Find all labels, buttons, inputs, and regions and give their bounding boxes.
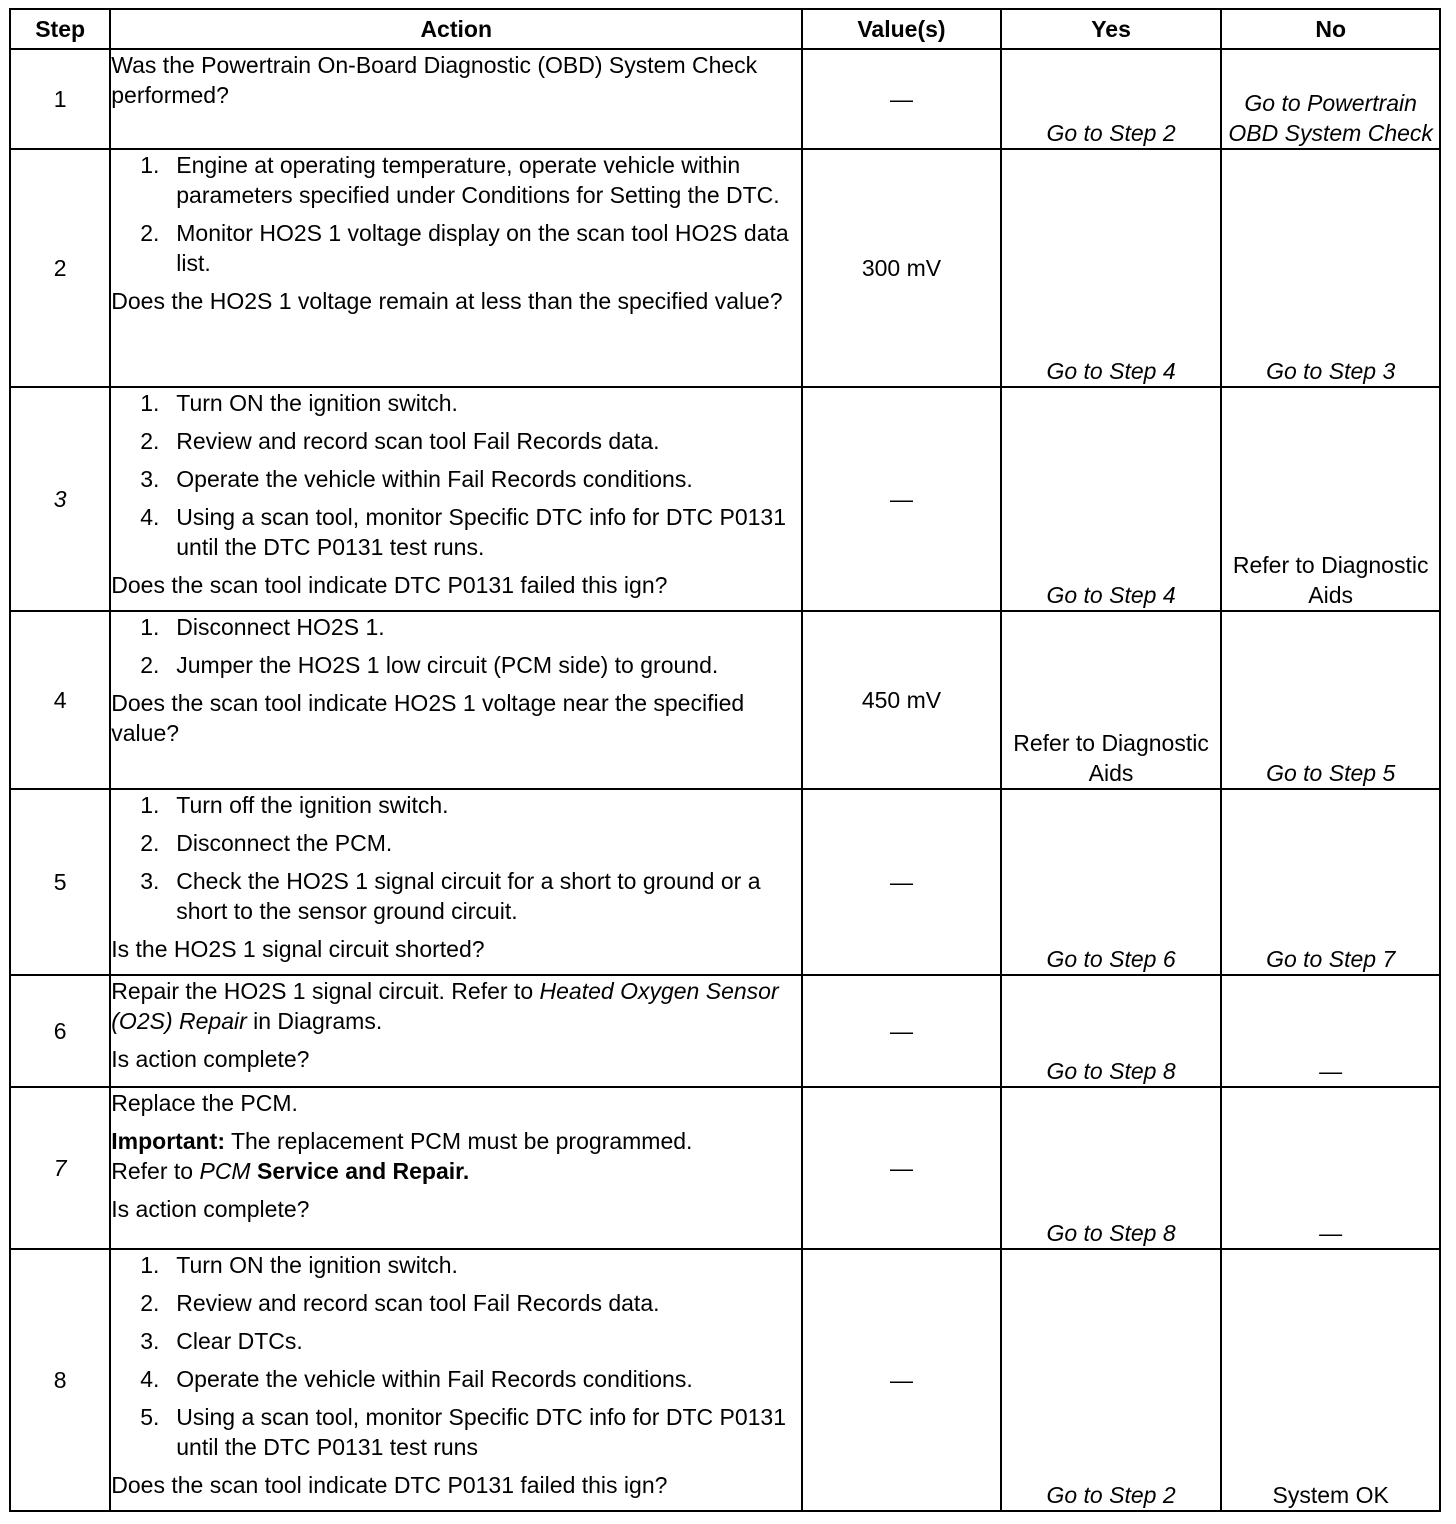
value-cell: — — [802, 1249, 1001, 1511]
action-cell — [110, 1249, 802, 1511]
no-cell: Go to Powertrain OBD System Check — [1221, 49, 1440, 149]
action-cell — [110, 789, 802, 975]
question-text: Does the HO2S 1 voltage remain at less than the specified value? — [111, 288, 783, 314]
header-step: Step — [10, 9, 110, 49]
step-number: 4 — [10, 611, 110, 789]
list-item: 2. Review and record scan tool Fail Records data. — [140, 428, 660, 454]
question-text: Is action complete? — [111, 1196, 310, 1222]
table-row — [10, 789, 1440, 975]
action-cell — [110, 149, 802, 387]
no-cell: Go to Step 3 — [1221, 149, 1440, 387]
value-cell: 300 mV — [802, 149, 1001, 387]
yes-cell: Go to Step 8 — [1001, 1087, 1222, 1249]
action-steps — [111, 1250, 801, 1462]
action-cell — [110, 49, 802, 149]
header-action: Action — [110, 9, 802, 49]
step-number: 3 — [10, 387, 110, 611]
important-label: Important: — [111, 1128, 225, 1154]
action-steps — [111, 612, 801, 680]
action-steps — [111, 388, 801, 562]
question-text: Is the HO2S 1 signal circuit shorted? — [111, 936, 485, 962]
yes-cell: Go to Step 4 — [1001, 387, 1222, 611]
no-cell: Refer to Diagnostic Aids — [1221, 387, 1440, 611]
no-cell: Go to Step 7 — [1221, 789, 1440, 975]
important-note: Important: The replacement PCM must be programmed. Refer to PCM Service and Repair. — [111, 1128, 693, 1184]
header-no: No — [1221, 9, 1440, 49]
step-number: 5 — [10, 789, 110, 975]
list-item: 4. Using a scan tool, monitor Specific DTC info for DTC P0131 until the DTC P0131 test runs. — [140, 504, 787, 560]
yes-cell: Go to Step 8 — [1001, 975, 1222, 1087]
no-cell: Go to Step 5 — [1221, 611, 1440, 789]
step-number: 7 — [10, 1087, 110, 1249]
table-row — [10, 49, 1440, 149]
list-item: 3. Operate the vehicle within Fail Records conditions. — [140, 466, 693, 492]
action-steps — [111, 790, 801, 926]
value-cell: — — [802, 49, 1001, 149]
yes-cell: Go to Step 2 — [1001, 1249, 1222, 1511]
yes-cell: Go to Step 6 — [1001, 789, 1222, 975]
list-item: 2. Review and record scan tool Fail Records data. — [140, 1290, 660, 1316]
step-number: 2 — [10, 149, 110, 387]
value-cell: — — [802, 387, 1001, 611]
list-item: 2. Jumper the HO2S 1 low circuit (PCM side) to ground. — [140, 652, 719, 678]
list-item: 1. Turn ON the ignition switch. — [140, 390, 458, 416]
action-cell — [110, 387, 802, 611]
action-cell — [110, 611, 802, 789]
list-item: 1. Engine at operating temperature, operate vehicle within parameters specified under Conditions for Setting the DTC. — [140, 152, 780, 208]
table-row — [10, 387, 1440, 611]
action-steps — [111, 150, 801, 278]
question-text: Does the scan tool indicate HO2S 1 voltage near the specified value? — [111, 690, 745, 746]
question-text: Is action complete? — [111, 1046, 310, 1072]
action-cell — [110, 975, 802, 1087]
value-cell: — — [802, 789, 1001, 975]
pcm-reference: PCM — [199, 1158, 251, 1184]
header-yes: Yes — [1001, 9, 1222, 49]
step-number: 6 — [10, 975, 110, 1087]
header-values: Value(s) — [802, 9, 1001, 49]
action-text: Replace the PCM. — [111, 1090, 298, 1116]
no-cell: — — [1221, 975, 1440, 1087]
table-row — [10, 611, 1440, 789]
no-cell: — — [1221, 1087, 1440, 1249]
table-row — [10, 149, 1440, 387]
value-cell: — — [802, 1087, 1001, 1249]
table-row — [10, 975, 1440, 1087]
list-item: 4. Operate the vehicle within Fail Records conditions. — [140, 1366, 693, 1392]
list-item: 1. Disconnect HO2S 1. — [140, 614, 385, 640]
yes-cell: Go to Step 2 — [1001, 49, 1222, 149]
list-item: 5. Using a scan tool, monitor Specific DTC info for DTC P0131 until the DTC P0131 test runs — [140, 1404, 787, 1460]
yes-cell: Refer to Diagnostic Aids — [1001, 611, 1222, 789]
table-row — [10, 1249, 1440, 1511]
no-cell: System OK — [1221, 1249, 1440, 1511]
step-number: 8 — [10, 1249, 110, 1511]
diagnostic-table — [9, 8, 1441, 1512]
step-number: 1 — [10, 49, 110, 149]
repair-reference: Heated Oxygen Sensor (O2S) Repair — [111, 978, 779, 1034]
list-item: 2. Disconnect the PCM. — [140, 830, 393, 856]
list-item: 1. Turn ON the ignition switch. — [140, 1252, 458, 1278]
yes-cell: Go to Step 4 — [1001, 149, 1222, 387]
action-text: Was the Powertrain On-Board Diagnostic (OBD) System Check performed? — [111, 52, 758, 108]
question-text: Does the scan tool indicate DTC P0131 failed this ign? — [111, 1472, 668, 1498]
question-text: Does the scan tool indicate DTC P0131 failed this ign? — [111, 572, 668, 598]
value-cell: — — [802, 975, 1001, 1087]
action-cell — [110, 1087, 802, 1249]
table-row — [10, 1087, 1440, 1249]
action-text: Repair the HO2S 1 signal circuit. Refer to Heated Oxygen Sensor (O2S) Repair in Diagrams. — [111, 978, 779, 1034]
list-item: 1. Turn off the ignition switch. — [140, 792, 449, 818]
list-item: 2. Monitor HO2S 1 voltage display on the scan tool HO2S data list. — [140, 220, 789, 276]
list-item: 3. Clear DTCs. — [140, 1328, 303, 1354]
header-row — [10, 9, 1440, 49]
value-cell: 450 mV — [802, 611, 1001, 789]
list-item: 3. Check the HO2S 1 signal circuit for a short to ground or a short to the sensor ground circuit. — [140, 868, 761, 924]
